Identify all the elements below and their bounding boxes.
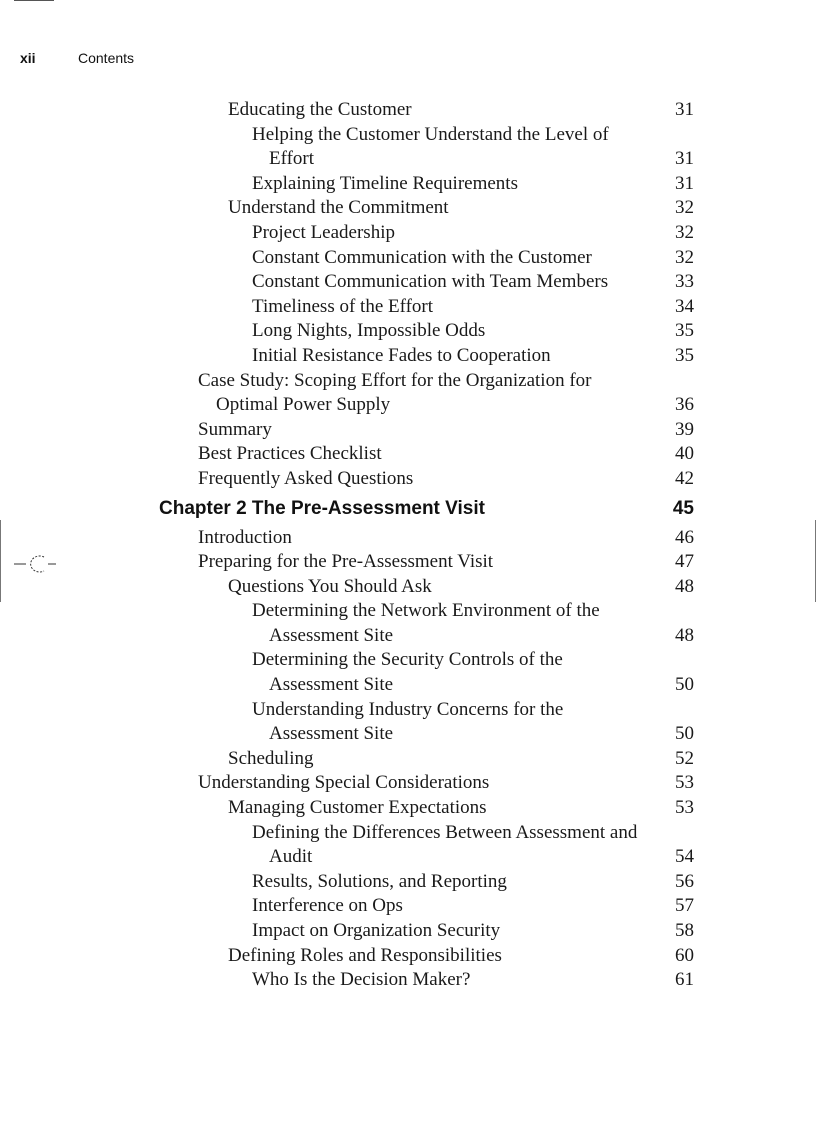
- toc-entry[interactable]: [0, 270, 816, 295]
- toc-entry-title: Constant Communication with Team Members: [252, 271, 609, 293]
- chapter-page: 45: [672, 497, 694, 519]
- toc-entry-page: 56: [675, 870, 694, 892]
- toc-entry-title: Educating the Customer: [228, 99, 412, 120]
- toc-entry-title: Timeliness of the Effort: [252, 295, 434, 317]
- toc-entry-title: Results, Solutions, and Reporting: [252, 870, 507, 892]
- toc-entry-title: Introduction: [198, 526, 292, 548]
- toc-entry-title: Frequently Asked Questions: [198, 467, 414, 489]
- toc-entry-page: 31: [675, 148, 694, 170]
- toc-entry-title: Best Practices Checklist: [198, 443, 382, 465]
- toc-entry-title: Managing Customer Expectations: [228, 797, 487, 819]
- toc-entry[interactable]: [0, 442, 816, 467]
- toc-entry-page: 58: [675, 920, 694, 941]
- toc-entry-title: Summary: [198, 418, 272, 440]
- toc-entry-page: 48: [675, 624, 694, 646]
- toc-entry-page: 32: [675, 197, 694, 219]
- toc-entry-title: Preparing for the Pre-Assessment Visit: [198, 551, 494, 573]
- toc-entry[interactable]: [0, 771, 816, 796]
- running-head: [20, 50, 134, 66]
- toc-entry-title: Explaining Timeline Requirements: [252, 172, 518, 194]
- crop-mark-top: [14, 0, 54, 1]
- toc-entry-page: 32: [675, 246, 694, 268]
- toc-entry-page: 50: [675, 674, 694, 696]
- toc-entry[interactable]: [0, 418, 816, 443]
- toc-entry-page: 53: [675, 772, 694, 794]
- toc-entry-page: 33: [675, 271, 694, 293]
- toc-entry-page: 60: [675, 944, 694, 966]
- toc-entry-title: Who Is the Decision Maker?: [252, 969, 471, 991]
- toc-entry-page: 47: [675, 551, 694, 573]
- toc-entry-page: 57: [675, 895, 694, 917]
- toc-entry-title: Initial Resistance Fades to Cooperation: [252, 344, 551, 366]
- toc-entry[interactable]: [0, 919, 816, 944]
- toc-entry-title: Constant Communication with the Customer: [252, 246, 592, 268]
- toc-entry[interactable]: [0, 796, 816, 821]
- toc-entry-page: 34: [675, 295, 694, 317]
- toc-entry[interactable]: [0, 648, 816, 697]
- toc-entry[interactable]: [0, 968, 816, 993]
- toc-entry[interactable]: [0, 698, 816, 747]
- toc-entry-title: Long Nights, Impossible Odds: [252, 320, 486, 342]
- toc-entry[interactable]: [0, 123, 816, 172]
- toc-entry-page: 31: [675, 99, 694, 120]
- toc-entry[interactable]: [0, 246, 816, 271]
- toc-entry-title: Impact on Organization Security: [252, 920, 501, 941]
- toc-entry-page: 40: [675, 443, 694, 465]
- toc-entry[interactable]: [0, 747, 816, 772]
- toc-entry[interactable]: [0, 295, 816, 320]
- toc-entry[interactable]: [0, 599, 816, 648]
- table-of-contents: [0, 98, 816, 993]
- toc-entry[interactable]: [0, 944, 816, 969]
- toc-entry[interactable]: [0, 870, 816, 895]
- toc-entry-page: 32: [675, 221, 694, 243]
- toc-entry[interactable]: [0, 344, 816, 369]
- toc-entry-page: 61: [675, 969, 694, 991]
- toc-entry-page: 46: [675, 526, 694, 548]
- toc-entry-page: 50: [675, 723, 694, 745]
- toc-entry[interactable]: [0, 467, 816, 492]
- toc-entry[interactable]: [0, 894, 816, 919]
- toc-entry-page: 35: [675, 344, 694, 366]
- toc-entry-page: 31: [675, 172, 694, 194]
- toc-entry[interactable]: [0, 369, 816, 418]
- toc-entry-title: Scheduling: [228, 747, 314, 769]
- toc-entry[interactable]: [0, 196, 816, 221]
- toc-entry-page: 54: [675, 846, 694, 868]
- chapter-heading[interactable]: [0, 492, 816, 526]
- toc-entry[interactable]: [0, 172, 816, 197]
- toc-entry-title: Determining the Network Environment of the Assessment Site: [252, 600, 600, 646]
- toc-entry-page: 52: [675, 747, 694, 769]
- toc-entry[interactable]: [0, 575, 816, 600]
- toc-entry-page: 48: [675, 575, 694, 597]
- toc-entry[interactable]: [0, 221, 816, 246]
- toc-entry-page: 39: [675, 418, 694, 440]
- toc-entry-title: Interference on Ops: [252, 895, 403, 917]
- toc-entry-title: Understand the Commitment: [228, 197, 449, 219]
- toc-entry-title: Determining the Security Controls of the Assessment Site: [252, 649, 563, 696]
- toc-entry[interactable]: [0, 821, 816, 870]
- toc-entry-page: 36: [675, 394, 694, 416]
- toc-entry-title: Understanding Industry Concerns for the Assessment Site: [252, 698, 564, 745]
- toc-entry[interactable]: [0, 98, 816, 123]
- chapter-title: Chapter 2 The Pre-Assessment Visit: [159, 497, 485, 519]
- toc-entry-page: 42: [675, 467, 694, 489]
- toc-entry-title: Case Study: Scoping Effort for the Organization for Optimal Power Supply: [198, 369, 592, 416]
- toc-entry-title: Project Leadership: [252, 221, 395, 243]
- toc-entry[interactable]: [0, 550, 816, 575]
- toc-entry-title: Questions You Should Ask: [228, 575, 432, 597]
- toc-entry-title: Defining Roles and Responsibilities: [228, 944, 502, 966]
- toc-entry-title: Helping the Customer Understand the Level of Effort: [252, 123, 609, 170]
- toc-entry-page: 53: [675, 797, 694, 819]
- page-folio: xii: [20, 50, 36, 66]
- toc-entry[interactable]: [0, 526, 816, 551]
- toc-entry-title: Understanding Special Considerations: [198, 772, 490, 794]
- toc-entry-title: Defining the Differences Between Assessment and Audit: [252, 821, 638, 868]
- running-head-title: Contents: [78, 50, 135, 66]
- toc-entry[interactable]: [0, 319, 816, 344]
- toc-entry-page: 35: [675, 320, 694, 342]
